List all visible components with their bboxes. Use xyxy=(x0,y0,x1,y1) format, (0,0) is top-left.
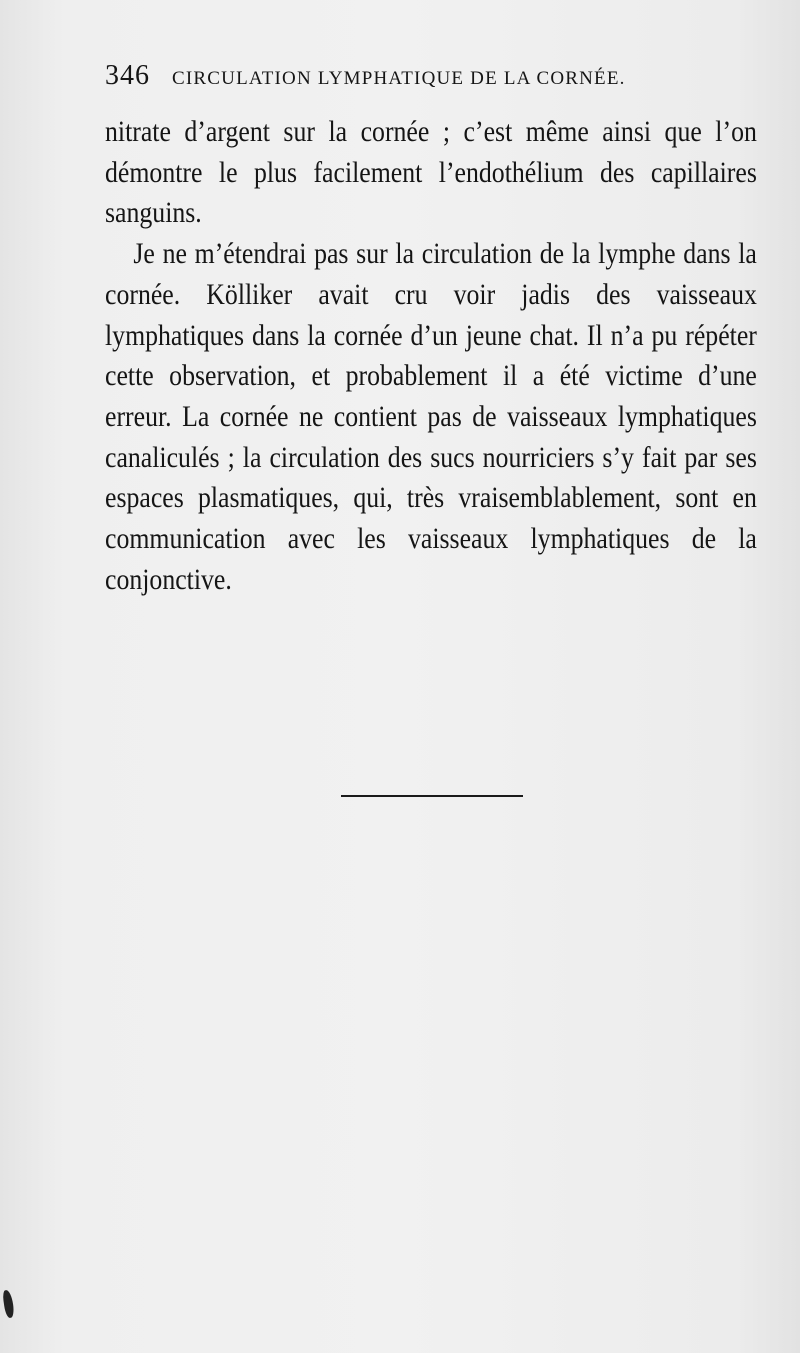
ink-speck xyxy=(2,1290,15,1319)
running-title: CIRCULATION LYMPHATIQUE DE LA CORNÉE. xyxy=(172,68,626,89)
paragraph-continued: nitrate d’argent sur la cornée ; c’est même ainsi que l’on démontre le plus facilement l’endothélium des capillaires sanguins. xyxy=(105,115,757,230)
section-end-rule xyxy=(341,795,523,797)
page-number: 346 xyxy=(105,60,150,91)
paragraph-lymph-circulation: Je ne m’étendrai pas sur la circulation de la lymphe dans la cornée. Kölliker avait cru voir jadis des vaisseaux lymphatiques dans la cornée d’un jeune chat. Il n’a pu répéter cette observation, et probablement il a été victime d’une erreur. La cornée ne contient pas de vaisseaux lymphatiques canaliculés ; la circulation des sucs nourriciers s’y fait par ses espaces plasmatiques, qui, très vraisemblablement, sont en communication avec les vaisseaux lymphatiques de la conjonctive. xyxy=(105,237,757,596)
page-header xyxy=(105,60,755,100)
body-text xyxy=(105,112,757,600)
